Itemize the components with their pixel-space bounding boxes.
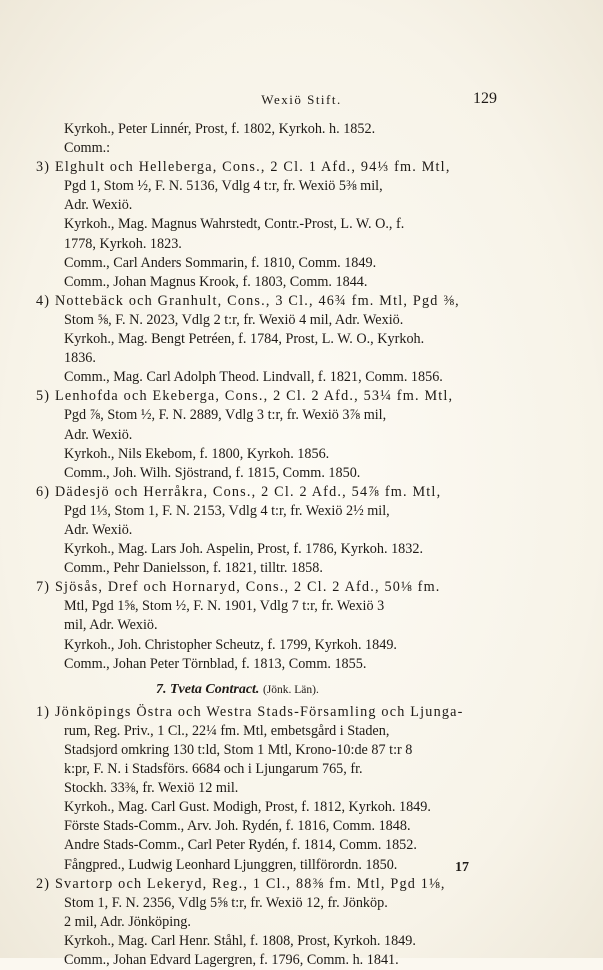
text-line: 7) Sjösås, Dref och Hornaryd, Cons., 2 Cl. 2 Afd., 50⅛ fm. — [36, 579, 441, 596]
text-line: 4) Nottebäck och Granhult, Cons., 3 Cl., 46¾ fm. Mtl, Pgd ⅜, — [36, 292, 460, 309]
text-line: Kyrkoh., Mag. Carl Gust. Modigh, Prost, f. 1812, Kyrkoh. 1849. — [64, 799, 431, 816]
text-line: k:pr, F. N. i Stadsförs. 6684 och i Ljungarum 765, fr. — [64, 761, 363, 778]
text-line: Comm., Joh. Wilh. Sjöstrand, f. 1815, Comm. 1850. — [64, 464, 361, 481]
text-line: Kyrkoh., Joh. Christopher Scheutz, f. 1799, Kyrkoh. 1849. — [64, 636, 397, 653]
section-heading — [36, 680, 480, 699]
text-line: Stom ⅝, F. N. 2023, Vdlg 2 t:r, fr. Wexiö 4 mil, Adr. Wexiö. — [64, 311, 404, 328]
text-line: Pgd ⅞, Stom ½, F. N. 2889, Vdlg 3 t:r, fr. Wexiö 3⅞ mil, — [64, 407, 387, 424]
text-line: 2) Svartorp och Lekeryd, Reg., 1 Cl., 88⅜ fm. Mtl, Pgd 1⅛, — [36, 875, 446, 892]
text-line: Kyrkoh., Nils Ekebom, f. 1800, Kyrkoh. 1856. — [64, 445, 330, 462]
text-line: rum, Reg. Priv., 1 Cl., 22¼ fm. Mtl, embetsgård i Staden, — [64, 722, 390, 739]
text-line: Stadsjord omkring 130 t:ld, Stom 1 Mtl, Krono-10:de 87 t:r 8 — [64, 742, 413, 758]
text-line: Kyrkoh., Mag. Bengt Petréen, f. 1784, Prost, L. W. O., Kyrkoh. — [64, 331, 425, 348]
text-line: Pgd 1, Stom ½, F. N. 5136, Vdlg 4 t:r, fr. Wexiö 5⅜ mil, — [64, 178, 383, 195]
text-line: Comm.: — [64, 140, 111, 157]
text-line: Kyrkoh., Mag. Magnus Wahrstedt, Contr.-Prost, L. W. O., f. — [64, 216, 405, 233]
text-line: Kyrkoh., Mag. Lars Joh. Aspelin, Prost, f. 1786, Kyrkoh. 1832. — [64, 541, 424, 558]
text-line: 2 mil, Adr. Jönköping. — [64, 913, 191, 930]
text-line: Mtl, Pgd 1⅝, Stom ½, F. N. 1901, Vdlg 7 t:r, fr. Wexiö 3 — [64, 598, 385, 615]
text-line: 1836. — [64, 350, 96, 367]
section-title: 7. Tveta Contract. — [156, 681, 260, 697]
text-line: mil, Adr. Wexiö. — [64, 617, 158, 634]
text-line: Adr. Wexiö. — [64, 521, 133, 538]
text-line: Comm., Johan Magnus Krook, f. 1803, Comm. 1844. — [64, 273, 368, 290]
text-line: Kyrkoh., Peter Linnér, Prost, f. 1802, Kyrkoh. h. 1852. — [64, 121, 376, 137]
text-line: Förste Stads-Comm., Arv. Joh. Rydén, f. 1816, Comm. 1848. — [64, 818, 411, 835]
text-line: 1) Jönköpings Östra och Westra Stads-Församling och Ljunga- — [36, 703, 464, 720]
text-line: 3) Elghult och Helleberga, Cons., 2 Cl. 1 Afd., 94⅓ fm. Mtl, — [36, 159, 451, 176]
text-line: 1778, Kyrkoh. 1823. — [64, 235, 182, 252]
text-line: Fångpred., Ludwig Leonhard Ljunggren, tillförordn. 1850. — [64, 856, 398, 873]
text-line: 5) Lenhofda och Ekeberga, Cons., 2 Cl. 2 Afd., 53¼ fm. Mtl, — [36, 388, 454, 405]
text-line: Comm., Johan Edvard Lagergren, f. 1796, Comm. h. 1841. — [64, 952, 399, 969]
text-line: Adr. Wexiö. — [64, 197, 133, 214]
section-subtitle: (Jönk. Län). — [262, 683, 319, 696]
text-line: Andre Stads-Comm., Carl Peter Rydén, f. 1814, Comm. 1852. — [64, 837, 417, 854]
parish-list-block-1 — [36, 120, 480, 674]
text-line: Comm., Pehr Danielsson, f. 1821, tilltr. 1858. — [64, 560, 323, 577]
text-line: Comm., Mag. Carl Adolph Theod. Lindvall, f. 1821, Comm. 1856. — [64, 369, 443, 386]
parish-list-block-2 — [36, 703, 480, 970]
body-text — [36, 120, 480, 970]
text-line: Adr. Wexiö. — [64, 426, 133, 443]
text-line: Stockh. 33⅜, fr. Wexiö 12 mil. — [64, 780, 239, 797]
signature-mark: 17 — [455, 860, 469, 875]
running-header: Wexiö Stift. — [261, 92, 342, 107]
text-line: Kyrkoh., Mag. Carl Henr. Ståhl, f. 1808, Prost, Kyrkoh. 1849. — [64, 932, 416, 949]
text-line: Comm., Johan Peter Törnblad, f. 1813, Comm. 1855. — [64, 655, 367, 672]
text-line: 6) Dädesjö och Herråkra, Cons., 2 Cl. 2 Afd., 54⅞ fm. Mtl, — [36, 483, 442, 500]
page-number: 129 — [473, 90, 497, 107]
text-line: Comm., Carl Anders Sommarin, f. 1810, Comm. 1849. — [64, 254, 377, 271]
text-line: Pgd 1⅓, Stom 1, F. N. 2153, Vdlg 4 t:r, fr. Wexiö 2½ mil, — [64, 502, 390, 519]
text-line: Stom 1, F. N. 2356, Vdlg 5⅝ t:r, fr. Wexiö 12, fr. Jönköp. — [64, 894, 388, 911]
